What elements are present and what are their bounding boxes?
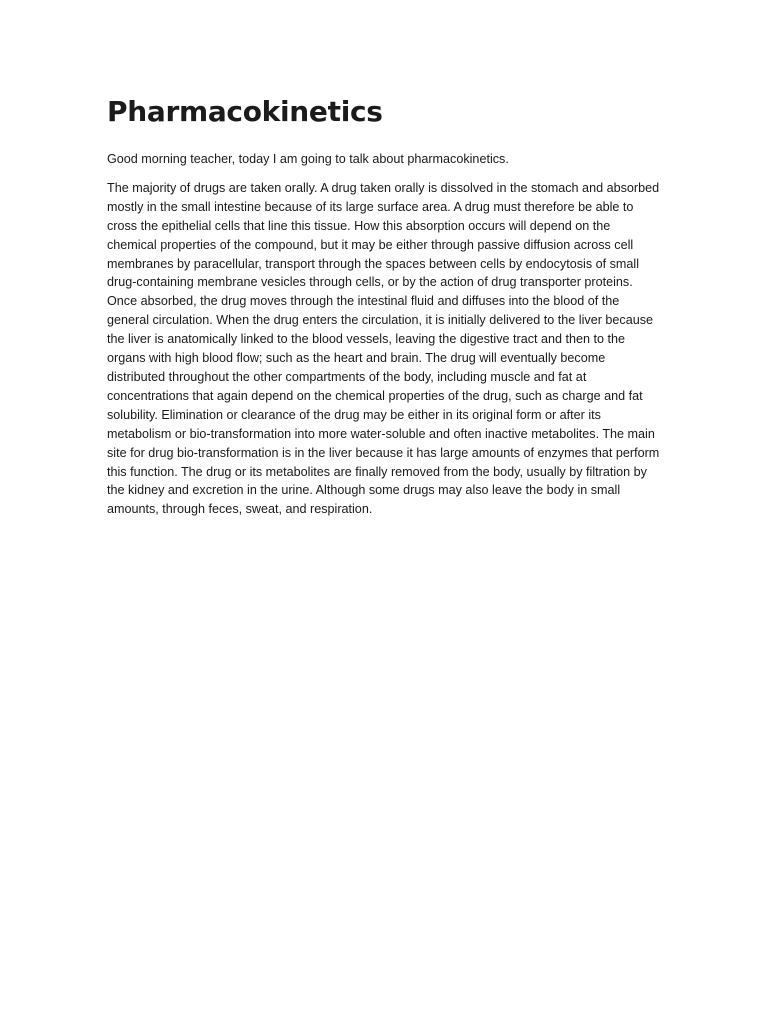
page-title: Pharmacokinetics: [107, 95, 383, 128]
document-page: [107, 92, 663, 529]
body-paragraph: The majority of drugs are taken orally. A drug taken orally is dissolved in the stomach and absorbed mostly in the small intestine because of its large surface area. A drug must therefore be able to cross the epithelial cells that line this tissue. How this absorption occurs will depend on the chemical properties of the compound, but it may be either through passive diffusion across cell membranes by paracellular, transport through the spaces between cells by endocytosis of small drug-containing membrane vesicles through cells, or by the action of drug transporter proteins. Once absorbed, the drug moves through the intestinal fluid and diffuses into the blood of the general circulation. When the drug enters the circulation, it is initially delivered to the liver because the liver is anatomically linked to the blood vessels, leaving the digestive tract and then to the organs with high blood flow; such as the heart and brain. The drug will eventually become distributed throughout the other compartments of the body, including muscle and fat at concentrations that again depend on the chemical properties of the drug, such as charge and fat solubility. Elimination or clearance of the drug may be either in its original form or after its metabolism or bio-transformation into more water-soluble and often inactive metabolites. The main site for drug bio-transformation is in the liver because it has large amounts of enzymes that perform this function. The drug or its metabolites are finally removed from the body, usually by filtration by the kidney and excretion in the urine. Although some drugs may also leave the body in small amounts, through feces, sweat, and respiration.: [107, 180, 660, 517]
intro-paragraph: Good morning teacher, today I am going to talk about pharmacokinetics.: [107, 152, 509, 166]
